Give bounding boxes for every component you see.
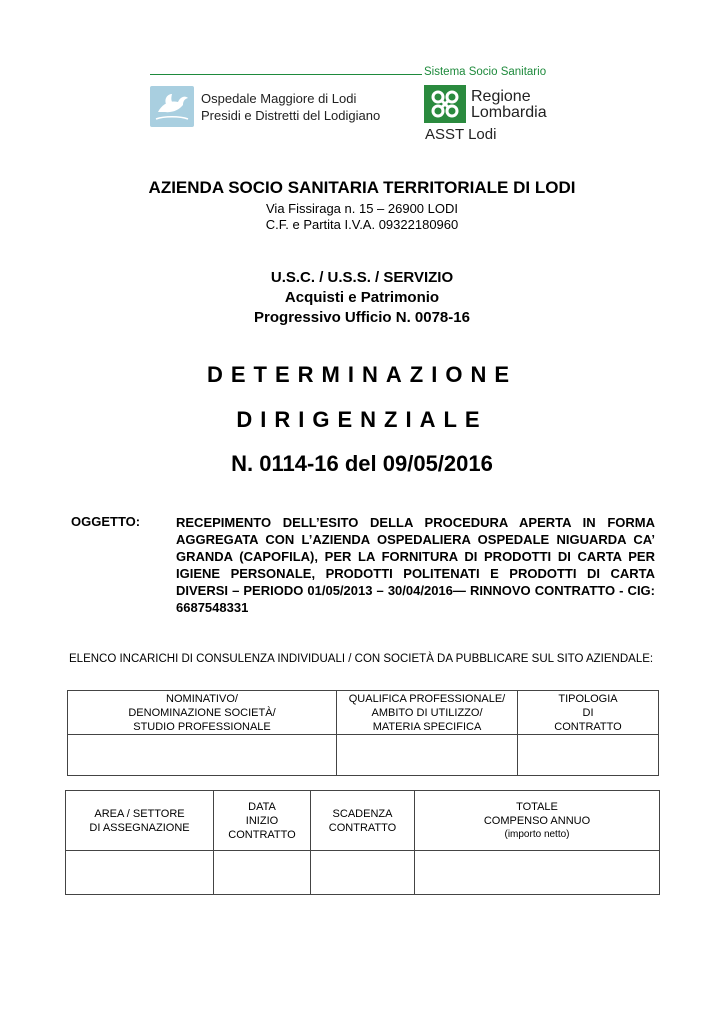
title-dirigenziale: DIRIGENZIALE: [236, 407, 488, 432]
determination-number: N. 0114-16 del 09/05/2016: [231, 451, 493, 476]
asst-lodi-label: ASST Lodi: [425, 126, 497, 143]
table-header-row: [66, 791, 660, 851]
empty-cell: [311, 851, 415, 895]
table-row: [68, 735, 659, 776]
incarichi-table: [67, 690, 659, 776]
regione-name: [471, 89, 547, 121]
regione-lombardia-logo-icon: [424, 85, 466, 123]
header-qualifica: QUALIFICA PROFESSIONALE/ AMBITO DI UTILIZZO/ MATERIA SPECIFICA: [337, 691, 518, 735]
azienda-address: Via Fissiraga n. 15 – 26900 LODI: [266, 201, 458, 216]
sistema-socio-sanitario-label: Sistema Socio Sanitario: [424, 66, 547, 78]
header-totale-compenso: TOTALE COMPENSO ANNUO (importo netto): [415, 791, 660, 851]
oggetto-text: RECEPIMENTO DELL’ESITO DELLA PROCEDURA APERTA IN FORMA AGGREGATA CON L’AZIENDA OSPEDALIERA OSPEDALE NIGUARDA CA’ GRANDA (CAPOFILA), PER LA FORNITURA DI PRODOTTI DI CARTA PER IGIENE PERSONALE, PRODOTTI POLITENATI E PRODOTTI DI CARTA DIVERSI – PERIODO 01/05/2013 – 30/04/2016— RINNOVO CONTRATTO - CIG: 6687548331: [176, 515, 655, 615]
servizio-line2: Acquisti e Patrimonio: [284, 289, 440, 306]
azienda-cf: C.F. e Partita I.V.A. 09322180960: [265, 217, 459, 232]
empty-cell: [415, 851, 660, 895]
header-scadenza: SCADENZA CONTRATTO: [311, 791, 415, 851]
header-tipologia: TIPOLOGIA DI CONTRATTO: [518, 691, 659, 735]
empty-cell: [66, 851, 214, 895]
regione-line2: Lombardia: [471, 104, 547, 121]
azienda-name: AZIENDA SOCIO SANITARIA TERRITORIALE DI LODI: [148, 178, 576, 197]
table-row: [66, 851, 660, 895]
regione-line1: Regione: [471, 88, 531, 105]
servizio-line1: U.S.C. / U.S.S. / SERVIZIO: [270, 269, 454, 286]
empty-cell: [214, 851, 311, 895]
ospedale-line1: Ospedale Maggiore di Lodi: [201, 91, 357, 106]
ospedale-line2: Presidi e Distretti del Lodigiano: [201, 108, 381, 123]
elenco-incarichi-heading: ELENCO INCARICHI DI CONSULENZA INDIVIDUALI / CON SOCIETÀ DA PUBBLICARE SUL SITO AZIENDALE:: [69, 653, 654, 665]
empty-cell: [518, 735, 659, 776]
azienda-address-block: [0, 201, 724, 233]
ospedale-dove-logo-icon: [150, 86, 194, 127]
header-nominativo: NOMINATIVO/ DENOMINAZIONE SOCIETÀ/ STUDIO PROFESSIONALE: [68, 691, 337, 735]
title-determinazione: DETERMINAZIONE: [207, 362, 517, 387]
empty-cell: [337, 735, 518, 776]
header-data-inizio: DATA INIZIO CONTRATTO: [214, 791, 311, 851]
empty-cell: [68, 735, 337, 776]
header-area-settore: AREA / SETTORE DI ASSEGNAZIONE: [66, 791, 214, 851]
contratto-table: [65, 790, 660, 895]
header-rule: [150, 74, 422, 75]
oggetto-label: OGGETTO:: [71, 514, 141, 529]
servizio-line3: Progressivo Ufficio N. 0078-16: [254, 309, 470, 326]
ospedale-name: [201, 90, 380, 124]
servizio-block: [0, 268, 724, 328]
table-header-row: [68, 691, 659, 735]
